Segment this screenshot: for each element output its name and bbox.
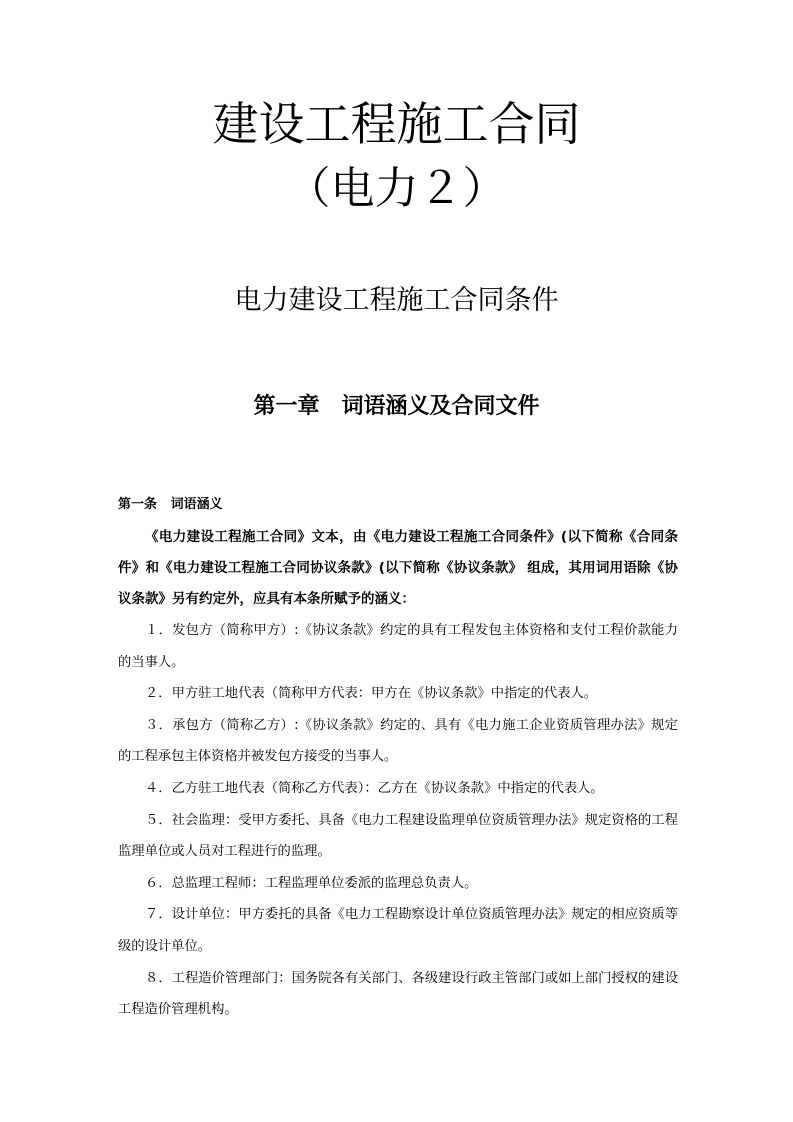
chapter-title: 第一章 词语涵义及合同文件 [253,393,540,419]
conditions-title: 电力建设工程施工合同条件 [234,285,559,316]
intro-paragraph: 《电力建设工程施工合同》文本，由《电力建设工程施工合同条件》(以下简称《合同条件》和《电力建设工程施工合同协议条款》(以下简称《协议条款》 组成，其用词用语除《协议条款》另有约定外，应具有本条所赋予的涵义： [118,529,678,607]
definition-item: ２．甲方驻工地代表（简称甲方代表：甲方在《协议条款》中指定的代表人。 [145,686,598,702]
definition-item: ５．社会监理：受甲方委托、具备《电力工程建设监理单位资质管理办法》规定资格的工程监理单位或人员对工程进行的监理。 [118,812,678,860]
document-subtitle: （电力２） [286,163,507,214]
definition-item: ８．工程造价管理部门：国务院各有关部门、各级建设行政主管部门或如上部门授权的建设工程造价管理机构。 [118,970,678,1018]
definition-item: １．发包方（简称甲方）:《协议条款》约定的具有工程发包主体资格和支付工程价款能力的当事人。 [118,623,678,670]
definition-item: ３．承包方（简称乙方）:《协议条款》约定的、具有《电力施工企业资质管理办法》规定的工程承包主体资格并被发包方接受的当事人。 [118,717,678,765]
document-title: 建设工程施工合同 [212,97,581,151]
definition-item: ４．乙方驻工地代表（简称乙方代表）：乙方在《协议条款》中指定的代表人。 [145,780,604,796]
article-name: 词语涵义 [170,497,223,512]
definition-item: ６．总监理工程师：工程监理单位委派的监理总负责人。 [145,875,478,891]
definition-list [118,615,678,1026]
article-number: 第一条 [118,497,158,512]
article-heading [118,494,678,516]
definition-item: ７．设计单位：甲方委托的具备《电力工程勘察设计单位资质管理办法》规定的相应资质等级的设计单位。 [118,907,678,954]
